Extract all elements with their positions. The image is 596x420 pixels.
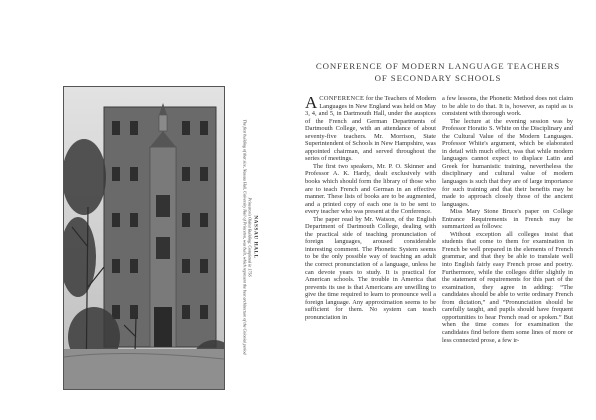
opening-word: CONFERENCE [319, 95, 365, 102]
caption-body: The first building of that size, Nassau Hall, University Hall of Princeton, was built, which represent the best architecture of the Colonial period [242, 119, 248, 355]
paragraph-1 [305, 95, 436, 163]
caption-title: NASSAU HALL [252, 215, 259, 259]
paragraph-5: The lecture at the evening session was by Professor Horatio S. White on the Disciplinary and the Cultural Value of the Modern Languages. Professor White's argument, which be elaborated in detail with much effect, was that while modern languages cannot expect to displace Latin and Greek for humanistic training, nevertheless the disciplinary and cultural value of modern languages is such that they are of large importance for such training and that their benefits may be made to approach closely those of the ancient languages. [442, 117, 573, 208]
nassau-hall-photo [63, 86, 225, 390]
paragraph-1-text: for the Teachers of Modern Languages in New England was held on May 3, 4, and 5, in Dartmouth Hall, under the auspices of the French and German Departments of Dartmouth College, with an attendance of about seventy-five teachers. Mr. Morrison, State Superintendent of Schools in New Hampshire, was appointed chairman, and served throughout the series of meetings. [305, 95, 436, 163]
photo-caption [226, 86, 274, 388]
paragraph-4: a few lessons, the Phonetic Method does not claim to be able to do that. It is, however, as rapid as is consistent with thorough work. [442, 95, 573, 118]
paragraph-6: Miss Mary Stone Bruce's paper on College Entrance Requirements in French may be summarized as follows: [442, 208, 573, 231]
paragraph-7: Without exception all colleges insist that students that come to them for examination in French be well prepared in the elements of French grammar, and that they be able to translate well into English fairly easy French prose and poetry. Furthermore, while the colleges differ slightly in the statement of requirements for this part of the examination, they agree in adding: “The candidates should be able to write ordinary French from dictation,” and “Pronunciation should be carefully taught, and pupils should have frequent opportunities to hear French read or spoken.” But when the time comes for examination the candidates find before them some lines of more or less connected prose, a few ir- [442, 230, 573, 344]
drop-cap: A [305, 95, 318, 112]
article-column-right [442, 95, 573, 417]
building-illustration [64, 87, 224, 389]
caption-subtitle: Princeton's Oldest Building: Completed in 1756 [247, 197, 253, 277]
paragraph-2: The first two speakers, Mr. P. O. Skinner and Professor A. K. Hardy, dealt exclusively with books which should form the library of those who are to teach French and German in an effective manner. These lists of books are to be augmented, and a printed copy of each one is to be sent to every teacher who was present at the Conference. [305, 162, 436, 216]
article-title-line-1: CONFERENCE OF MODERN LANGUAGE TEACHERS [315, 61, 561, 71]
paragraph-3: The paper read by Mr. Watson, of the English Department of Dartmouth College, dealing with the practical side of teaching pronunciation of foreign languages, aroused considerable interesting comment. The Phonetic System seems to be the only possible way of teaching an adult the correct pronunciation of a language, unless he can devote years to study. It is practical for American schools. The trouble in America that prevents its use is that Americans are unwilling to give the time required to learn to pronounce well a foreign language. Any approximation seems to be sufficient for them. No system can teach pronunciation in [305, 215, 436, 321]
article-title-line-2: OF SECONDARY SCHOOLS [374, 73, 502, 83]
article-column-left [305, 95, 436, 417]
article-title [302, 60, 574, 84]
